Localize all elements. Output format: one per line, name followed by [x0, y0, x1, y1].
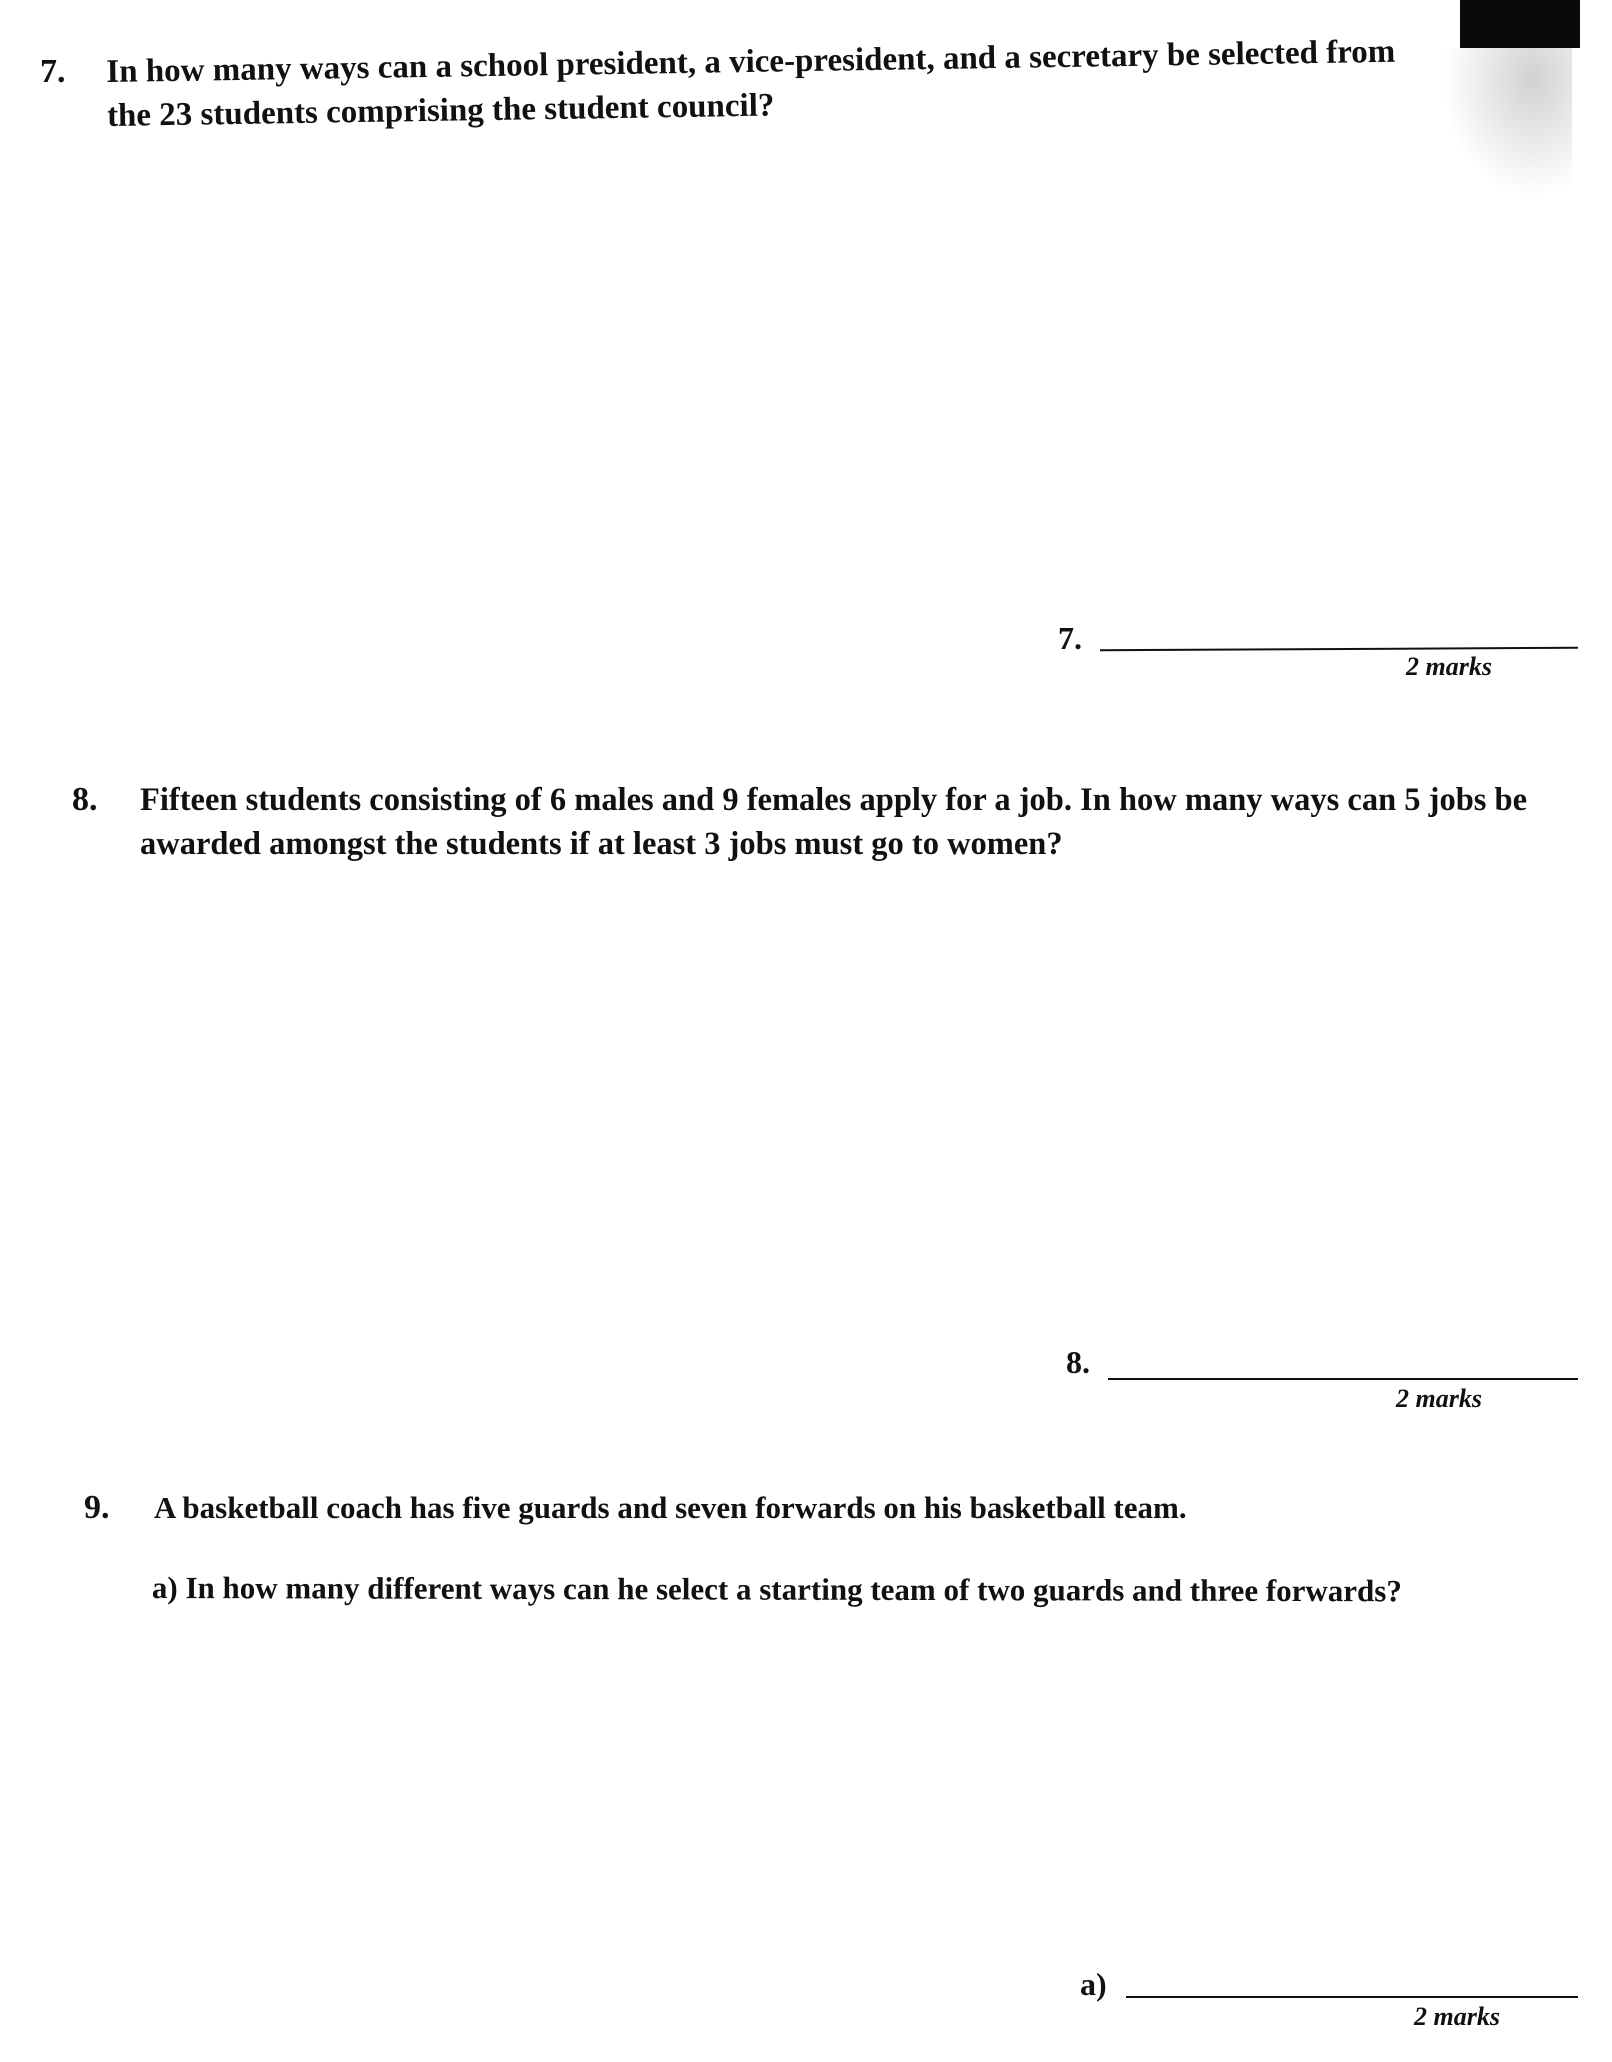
- question-number: 8.: [72, 781, 98, 818]
- question-number: 9.: [84, 1489, 110, 1526]
- question-line: A basketball coach has five guards and seven forwards on his basketball team.: [154, 1490, 1187, 1525]
- question-9: [84, 1486, 1284, 1536]
- question-line: Fifteen students consisting of 6 males and 9 females apply for a job. In how many ways can 5 jobs be: [140, 782, 1528, 818]
- question-line: the 23 students comprising the student council?: [106, 87, 775, 134]
- question-number: 7.: [40, 53, 66, 90]
- answer-label: 7.: [1058, 620, 1082, 656]
- question-7: [40, 33, 1460, 150]
- question-text: [106, 30, 1396, 138]
- marks-label: 2 marks: [1396, 1384, 1482, 1413]
- answer-label: a): [1080, 1966, 1107, 2002]
- question-text: [154, 1486, 1187, 1530]
- answer-line[interactable]: [1100, 647, 1578, 652]
- question-line: awarded amongst the students if at least 3 jobs must go to women?: [140, 826, 1063, 862]
- scan-corner-mark: [1460, 0, 1580, 48]
- marks-label: 2 marks: [1414, 2002, 1500, 2031]
- marks-label: 2 marks: [1406, 652, 1492, 681]
- question-line: In how many ways can a school president, a vice-president, and a secretary be selected from: [106, 33, 1396, 90]
- answer-line[interactable]: [1108, 1378, 1578, 1380]
- sub-question-a: a) In how many different ways can he select a starting team of two guards and three forwards?: [151, 1570, 1402, 1609]
- question-text: [140, 778, 1527, 866]
- answer-line[interactable]: [1126, 1996, 1578, 1998]
- answer-label: 8.: [1066, 1344, 1090, 1380]
- question-8: [72, 778, 1592, 878]
- scan-smudge: [1442, 48, 1572, 198]
